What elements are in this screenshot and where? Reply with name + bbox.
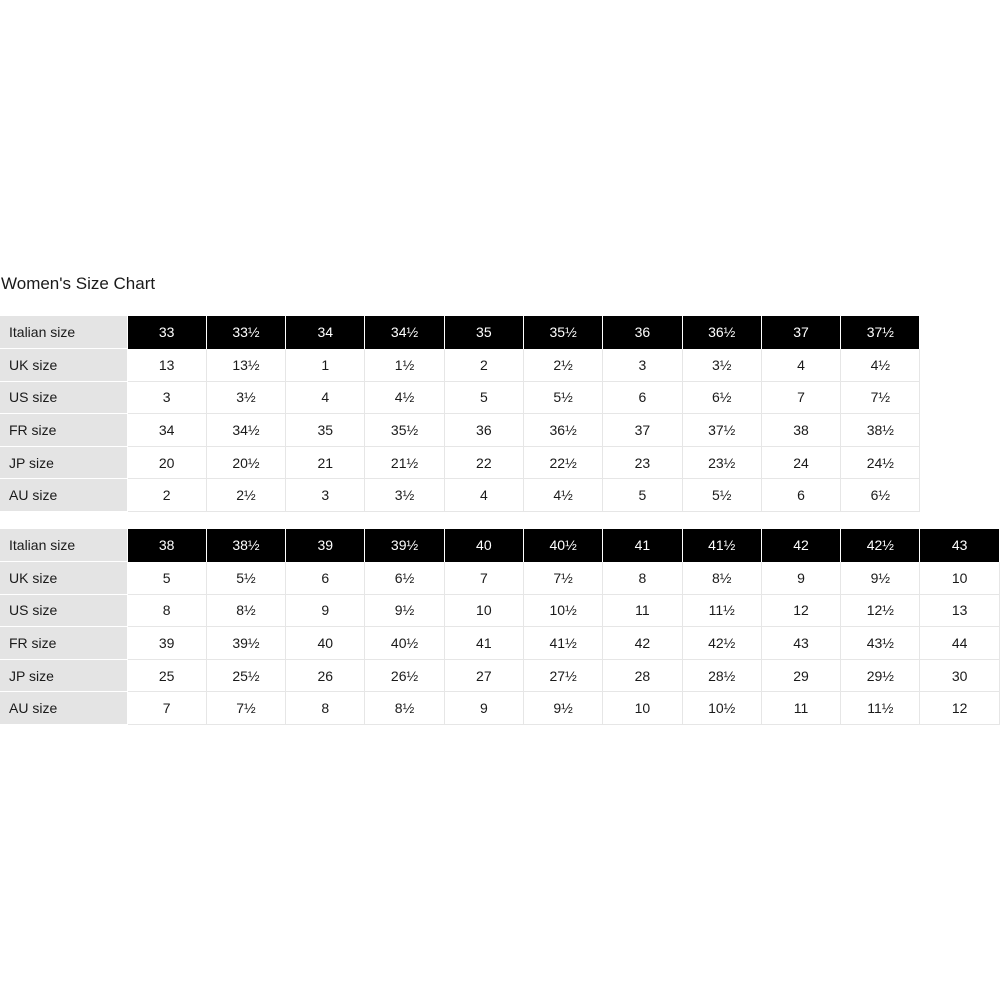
table-cell: 6½ [365,562,444,595]
row-label-fr-size: FR size [0,414,127,447]
table-cell: 1 [286,349,365,382]
table-cell: 11 [603,594,682,627]
table-cell: 5 [603,479,682,512]
table-cell: 26½ [365,659,444,692]
table-cell: 4 [444,479,523,512]
table-cell: 36 [444,414,523,447]
table-cell: 7½ [206,692,285,725]
header-row [0,316,920,349]
row-label-uk-size: UK size [0,562,127,595]
table-cell: 25½ [206,659,285,692]
header-cell: 35 [444,316,523,349]
table-cell: 36½ [523,414,602,447]
table-cell: 21½ [365,446,444,479]
table-cell: 9 [286,594,365,627]
table-cell: 20½ [206,446,285,479]
header-cell: 40 [444,529,523,562]
table-cell: 3 [286,479,365,512]
table-cell: 7 [127,692,206,725]
table-cell: 8 [603,562,682,595]
header-cell: 38½ [206,529,285,562]
table-cell: 28½ [682,659,761,692]
table-cell: 3½ [206,381,285,414]
table-cell: 29 [761,659,840,692]
header-cell: 42 [761,529,840,562]
table-row [0,692,999,725]
table-cell: 22 [444,446,523,479]
table-cell: 34½ [206,414,285,447]
header-cell: 41 [603,529,682,562]
table-cell: 35½ [365,414,444,447]
row-label-us-size: US size [0,594,127,627]
table-cell: 5 [127,562,206,595]
table-cell: 5½ [682,479,761,512]
table-cell: 11½ [841,692,920,725]
table-cell: 5½ [206,562,285,595]
table-cell: 39½ [206,627,285,660]
table-cell: 10 [603,692,682,725]
table-cell: 40½ [365,627,444,660]
table-cell: 10 [444,594,523,627]
table-cell: 12 [920,692,999,725]
table-cell: 13 [920,594,999,627]
table-cell: 28 [603,659,682,692]
table-cell: 39 [127,627,206,660]
table-cell: 10½ [523,594,602,627]
header-cell: 42½ [841,529,920,562]
table-cell: 42½ [682,627,761,660]
table-cell: 3 [603,349,682,382]
row-label-au-size: AU size [0,479,127,512]
table-cell: 27 [444,659,523,692]
header-cell: 41½ [682,529,761,562]
table-cell: 6 [761,479,840,512]
size-table-2 [0,529,1000,725]
table-cell: 13½ [206,349,285,382]
table-cell: 7½ [841,381,920,414]
header-cell: 36 [603,316,682,349]
table-cell: 27½ [523,659,602,692]
table-cell: 9 [761,562,840,595]
header-row [0,529,999,562]
table-cell: 38½ [841,414,920,447]
table-cell: 1½ [365,349,444,382]
table-cell: 3 [127,381,206,414]
table-cell: 7½ [523,562,602,595]
row-label-au-size: AU size [0,692,127,725]
table-cell: 24 [761,446,840,479]
table-cell: 8½ [206,594,285,627]
header-cell: 33 [127,316,206,349]
table-cell: 3½ [682,349,761,382]
row-label-us-size: US size [0,381,127,414]
header-cell: 33½ [206,316,285,349]
table-cell: 2 [127,479,206,512]
table-cell: 10 [920,562,999,595]
table-row [0,594,999,627]
table-cell: 30 [920,659,999,692]
table-cell: 5½ [523,381,602,414]
table-cell: 44 [920,627,999,660]
table-cell: 34 [127,414,206,447]
table-cell: 12 [761,594,840,627]
table-row [0,381,920,414]
table-cell: 7 [444,562,523,595]
table-cell: 6 [603,381,682,414]
table-cell: 2½ [206,479,285,512]
row-label-jp-size: JP size [0,659,127,692]
header-cell: 36½ [682,316,761,349]
table-cell: 42 [603,627,682,660]
table-cell: 37½ [682,414,761,447]
header-cell: 38 [127,529,206,562]
table-cell: 8 [286,692,365,725]
table-cell: 25 [127,659,206,692]
table-cell: 41½ [523,627,602,660]
table-cell: 40 [286,627,365,660]
table-cell: 11½ [682,594,761,627]
table-cell: 12½ [841,594,920,627]
size-table-1 [0,316,920,512]
table-cell: 41 [444,627,523,660]
table-cell: 8½ [682,562,761,595]
table-cell: 35 [286,414,365,447]
row-label-jp-size: JP size [0,446,127,479]
table-cell: 4½ [523,479,602,512]
table-row [0,479,920,512]
table-cell: 2 [444,349,523,382]
table-row [0,627,999,660]
table-cell: 2½ [523,349,602,382]
table-cell: 26 [286,659,365,692]
table-cell: 29½ [841,659,920,692]
row-label-fr-size: FR size [0,627,127,660]
table-cell: 6½ [841,479,920,512]
table-cell: 13 [127,349,206,382]
table-cell: 43 [761,627,840,660]
table-cell: 24½ [841,446,920,479]
table-cell: 8 [127,594,206,627]
table-cell: 38 [761,414,840,447]
header-cell: 34 [286,316,365,349]
row-label-italian-size: Italian size [0,529,127,562]
table-cell: 4½ [365,381,444,414]
table-row [0,414,920,447]
table-cell: 7 [761,381,840,414]
table-cell: 22½ [523,446,602,479]
table-cell: 4½ [841,349,920,382]
table-cell: 9½ [523,692,602,725]
table-cell: 4 [286,381,365,414]
table-cell: 6 [286,562,365,595]
table-row [0,562,999,595]
table-row [0,446,920,479]
row-label-uk-size: UK size [0,349,127,382]
table-cell: 11 [761,692,840,725]
header-cell: 37 [761,316,840,349]
table-cell: 20 [127,446,206,479]
table-cell: 9½ [841,562,920,595]
table-cell: 5 [444,381,523,414]
table-cell: 9 [444,692,523,725]
header-cell: 37½ [841,316,920,349]
table-cell: 3½ [365,479,444,512]
table-cell: 8½ [365,692,444,725]
table-cell: 21 [286,446,365,479]
row-label-italian-size: Italian size [0,316,127,349]
table-cell: 23 [603,446,682,479]
header-cell: 39 [286,529,365,562]
header-cell: 43 [920,529,999,562]
header-cell: 34½ [365,316,444,349]
header-cell: 35½ [523,316,602,349]
table-cell: 6½ [682,381,761,414]
table-cell: 10½ [682,692,761,725]
header-cell: 39½ [365,529,444,562]
table-row [0,659,999,692]
table-cell: 43½ [841,627,920,660]
table-cell: 9½ [365,594,444,627]
table-row [0,349,920,382]
page-title: Women's Size Chart [1,274,156,293]
table-cell: 37 [603,414,682,447]
table-cell: 23½ [682,446,761,479]
table-cell: 4 [761,349,840,382]
header-cell: 40½ [523,529,602,562]
